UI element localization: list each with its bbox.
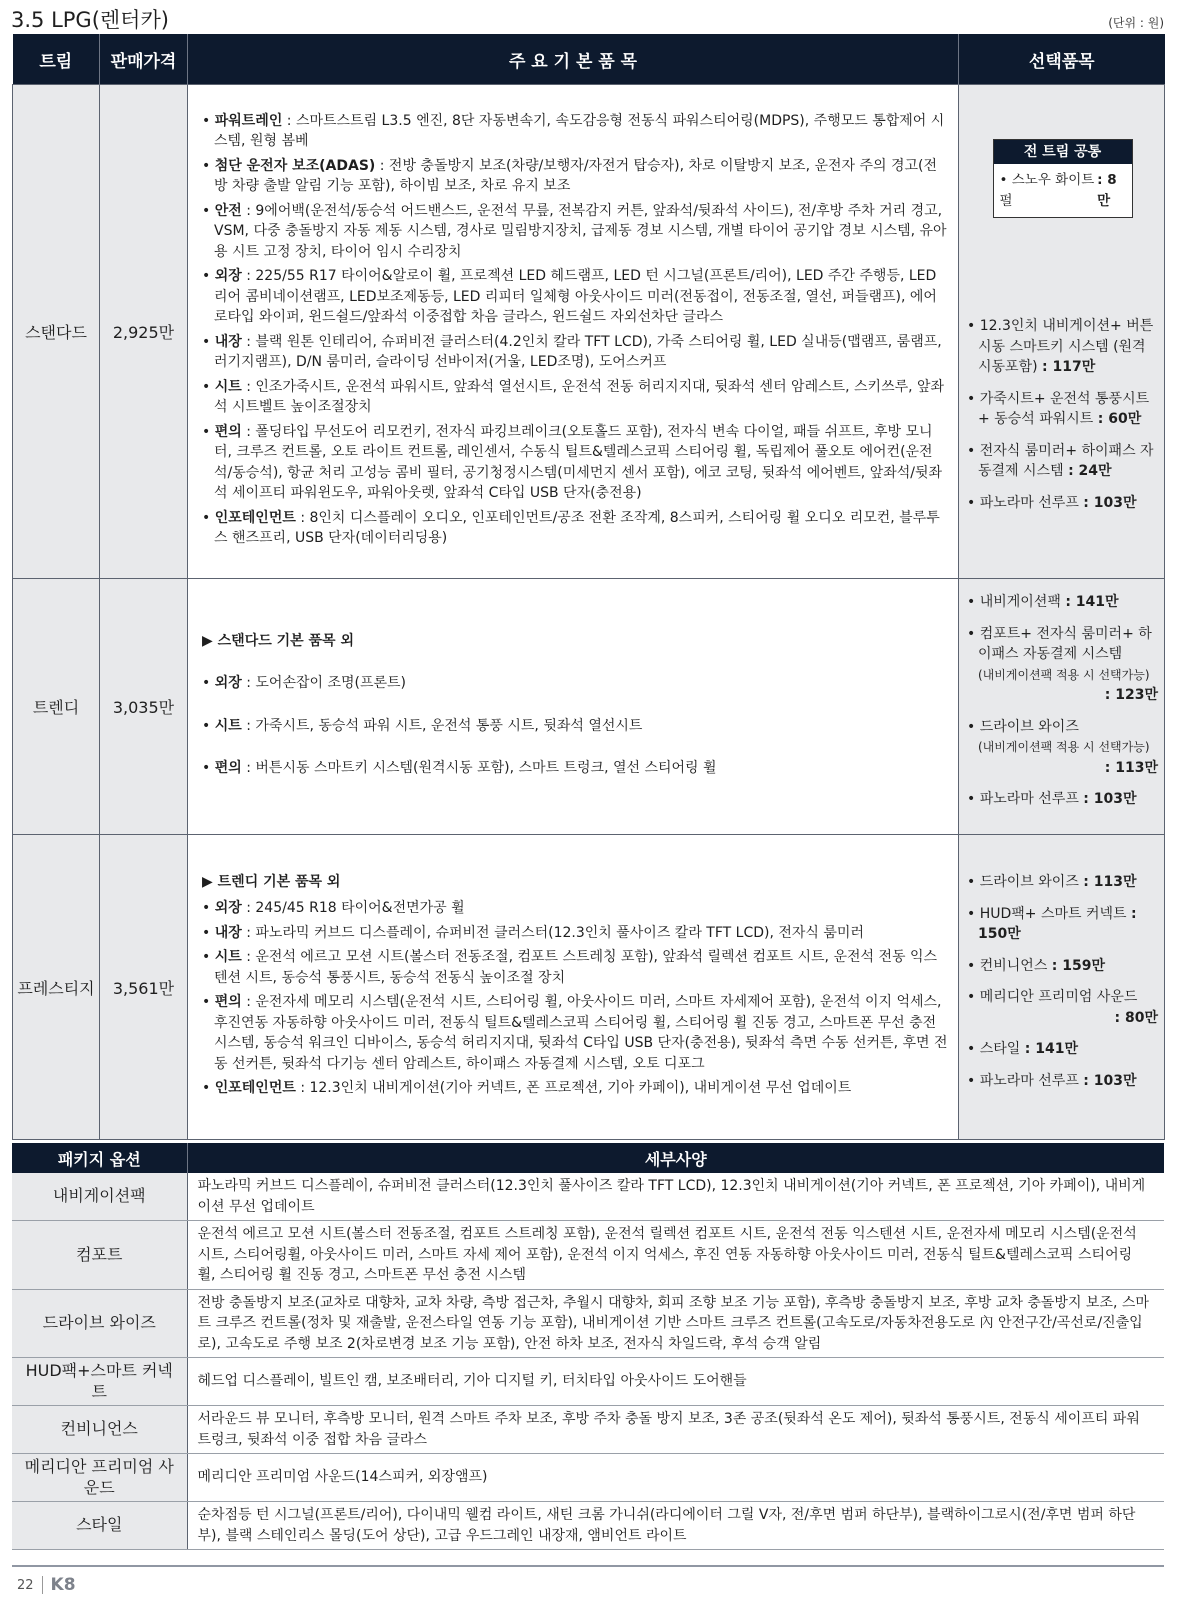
option-item: • 전자식 룸미러+ 하이패스 자동결제 시스템 : 24만 [967, 442, 1154, 479]
feature-key: 외장 [214, 675, 242, 691]
trim-price: 3,561만 [100, 835, 188, 1140]
package-table [12, 1143, 1164, 1550]
feature-key: 시트 [214, 949, 242, 965]
trim-row-trendy [13, 579, 1165, 835]
header-package-detail: 세부사양 [187, 1143, 1164, 1173]
feature-value: : 운전자세 메모리 시스템(운전석 시트, 스티어링 휠, 아웃사이드 미러, 스마트 자세제어 포함), 운전석 이지 억세스, 후진연동 자동하향 아웃사이드 미러, 전동식 틸트&텔레스코픽 스티어링 휠, 스티어링 휠 진동 경고, 스마트폰 무선 충전 시스템, 동승석 워크인 디바이스, 동승석 허리지지대, 뒷좌석 C타입 USB 단자(충전용), 뒷좌석 측면 수동 선커튼, 후면 전동 선커튼, 뒷좌석 다기능 센터 암레스트, 하이패스 자동결제 시스템, 오토 디포그 [214, 994, 948, 1072]
option-item: • 파노라마 선루프 : 103만 [967, 1072, 1137, 1089]
page-footer [17, 1575, 76, 1595]
option-item: • 컨비니언스 : 159만 [967, 957, 1106, 974]
package-detail: 운전석 에르고 모션 시트(볼스터 전동조절, 컴포트 스트레칭 포함), 운전석 릴렉션 컴포트 시트, 운전석 전동 익스텐션 시트, 운전자세 메모리 시스템(운전석 시트, 스티어링휠, 아웃사이드 미러, 스마트 자세 제어 포함), 운전석 이지 억세스, 후진 연동 자동하향 아웃사이드 미러, 전동식 틸트&텔레스코픽 스티어링 휠, 스티어링 휠 진동 경고, 스마트폰 무선 충전 시스템 [187, 1221, 1164, 1290]
option-name: 드라이브 와이즈 [979, 718, 1079, 735]
package-name: 메리디안 프리미엄 사운드 [12, 1454, 187, 1502]
feature-key: 외장 [214, 900, 242, 916]
feature-key: 내장 [214, 333, 242, 350]
header-trim: 트림 [13, 34, 100, 85]
package-detail: 전방 충돌방지 보조(교차로 대향차, 교차 차량, 측방 접근차, 추월시 대향차, 회피 조향 보조 기능 포함), 후측방 충돌방지 보조, 후방 교차 충돌방지 보조, 스마트 크루즈 컨트롤(정차 및 재출발, 운전스타일 연동 기능 포함), 내비게이션 기반 스마트 크루즈 컨트롤(고속도로/자동차전용도로 內 안전구간/곡선로/진출입로), 고속도로 주행 보조 2(차로변경 보조 기능 포함), 안전 하차 보조, 전자식 차일드락, 후석 승객 알림 [187, 1289, 1164, 1358]
section-header: ▶ 스탠다드 기본 품목 외 [202, 632, 354, 649]
feature-item: • 시트 : 인조가죽시트, 운전석 파워시트, 앞좌석 열선시트, 운전석 전동 허리지지대, 뒷좌석 센터 암레스트, 스키쓰루, 앞좌석 시트벨트 높이조절장치 [202, 378, 945, 415]
option-name: 드라이브 와이즈 [979, 874, 1079, 890]
feature-value: : 도어손잡이 조명(프론트) [241, 675, 407, 691]
trim-price: 3,035만 [100, 579, 188, 835]
trim-options [959, 579, 1165, 835]
package-name: 컨비니언스 [12, 1406, 187, 1454]
feature-value: : 인조가죽시트, 운전석 파워시트, 앞좌석 열선시트, 운전석 전동 허리지지대, 뒷좌석 센터 암레스트, 스키쓰루, 앞좌석 시트벨트 높이조절장치 [214, 378, 945, 415]
trim-row-standard [13, 85, 1165, 579]
option-price: : 123만 [1104, 687, 1158, 704]
package-detail: 순차점등 턴 시그널(프론트/리어), 다이내믹 웰컴 라이트, 새틴 크롬 가니쉬(라디에이터 그릴 V자, 전/후면 범퍼 하단부), 블랙하이그로시(전/후면 범퍼 하단부), 블랙 스테인리스 몰딩(도어 상단), 고급 우드그레인 내장재, 앰비언트 라이트 [187, 1502, 1164, 1550]
feature-item: • 인포테인먼트 : 12.3인치 내비게이션(기아 커넥트, 폰 프로젝션, 기아 카페이), 내비게이션 무선 업데이트 [202, 1080, 852, 1096]
option-price: : 150만 [978, 905, 1137, 942]
option-price: : 80만 [1114, 1009, 1158, 1026]
common-option-name: • 스노우 화이트 펄 [999, 172, 1095, 209]
feature-value: : 블랙 원톤 인테리어, 슈퍼비전 클러스터(4.2인치 칼라 TFT LCD), 가죽 스티어링 휠, LED 실내등(맵램프, 룸램프, 러기지램프), D/N 룸미러, 슬라이딩 선바이저(거울, LED조명), 도어스커프 [214, 333, 942, 370]
feature-item: • 내장 : 블랙 원톤 인테리어, 슈퍼비전 클러스터(4.2인치 칼라 TFT LCD), 가죽 스티어링 휠, LED 실내등(맵램프, 룸램프, 러기지램프), D/N 룸미러, 슬라이딩 선바이저(거울, LED조명), 도어스커프 [202, 333, 942, 370]
option-name: 파노라마 선루프 [979, 791, 1079, 808]
option-name: 12.3인치 내비게이션+ 버튼시동 스마트키 시스템 (원격시동포함) [978, 318, 1154, 375]
feature-item: • 첨단 운전자 보조(ADAS) : 전방 충돌방지 보조(차량/보행자/자전거 탑승자), 차로 이탈방지 보조, 운전자 주의 경고(전방 차량 출발 알림 기능 포함), 하이빔 보조, 차로 유지 보조 [202, 157, 938, 194]
package-name: HUD팩+스마트 커넥트 [12, 1358, 187, 1406]
feature-item: • 편의 : 폴딩타입 무선도어 리모컨키, 전자식 파킹브레이크(오토홀드 포함), 전자식 변속 다이얼, 패들 쉬프트, 후방 모니터, 크루즈 컨트롤, 오토 라이트 컨트롤, 레인센서, 수동식 틸트&텔레스코픽 스티어링 휠, 독립제어 풀오토 에어컨(운전석/동승석), 항균 처리 고성능 콤비 필터, 공기청정시스템(미세먼지 센서 포함), 에코 코팅, 뒷좌석 에어벤트, 앞좌석/뒷좌석 세이프티 파워윈도우, 파워아웃렛, 앞좌석 C타입 USB 단자(충전용) [202, 423, 943, 501]
option-name: HUD팩+ 스마트 커넥트 [979, 905, 1127, 922]
package-detail: 헤드업 디스플레이, 빌트인 캠, 보조배터리, 기아 디지털 키, 터치타입 아웃사이드 도어핸들 [187, 1358, 1164, 1406]
option-item: • 메리디안 프리미엄 사운드 : 80만 [967, 987, 1158, 1028]
feature-item: • 시트 : 가죽시트, 동승석 파워 시트, 운전석 통풍 시트, 뒷좌석 열선시트 [202, 717, 643, 734]
feature-item: • 내장 : 파노라믹 커브드 디스플레이, 슈퍼비전 클러스터(12.3인치 풀사이즈 칼라 TFT LCD), 전자식 룸미러 [202, 924, 864, 941]
feature-key: 내장 [214, 924, 242, 941]
feature-key: 편의 [214, 994, 242, 1010]
package-row [12, 1221, 1164, 1290]
feature-value: : 운전석 에르고 모션 시트(볼스터 전동조절, 컴포트 스트레칭 포함), 앞좌석 릴렉션 컴포트 시트, 운전석 전동 익스텐션 시트, 동승석 통풍시트, 동승석 전동식 높이조절 장치 [214, 949, 938, 986]
option-price: : 60만 [1097, 411, 1142, 427]
feature-item: • 편의 : 운전자세 메모리 시스템(운전석 시트, 스티어링 휠, 아웃사이드 미러, 스마트 자세제어 포함), 운전석 이지 억세스, 후진연동 자동하향 아웃사이드 미러, 전동식 틸트&텔레스코픽 스티어링 휠, 스티어링 휠 진동 경고, 스마트폰 무선 충전 시스템, 동승석 워크인 디바이스, 동승석 허리지지대, 뒷좌석 C타입 USB 단자(충전용), 뒷좌석 측면 수동 선커튼, 후면 전동 선커튼, 뒷좌석 다기능 센터 암레스트, 하이패스 자동결제 시스템, 오토 디포그 [202, 994, 948, 1072]
option-price: : 103만 [1083, 494, 1137, 511]
option-name: 메리디안 프리미엄 사운드 [979, 989, 1138, 1005]
trim-basic-items [188, 835, 959, 1140]
option-item: • 파노라마 선루프 : 103만 [967, 494, 1137, 511]
common-option-price: : 8만 [1097, 172, 1117, 209]
package-table-header [12, 1143, 1164, 1173]
feature-value: : 225/55 R17 타이어&알로이 휠, 프로젝션 LED 헤드램프, LED 턴 시그널(프론트/리어), LED 주간 주행등, LED 리어 콤비네이션램프, LED보조제동등, LED 리피터 일체형 아웃사이드 미러(전동접이, 전동조절, 열선, 퍼들램프), 에어로타입 와이퍼, 윈드쉴드/앞좌석 이중접합 차음 글라스, 윈드쉴드 자외선차단 글라스 [214, 268, 937, 325]
feature-item: • 외장 : 245/45 R18 타이어&전면가공 휠 [202, 900, 465, 916]
feature-key: 첨단 운전자 보조(ADAS) [214, 157, 376, 174]
page-title: 3.5 LPG(렌터카) [11, 8, 169, 32]
option-item: • 드라이브 와이즈 : 113만 [967, 874, 1137, 890]
footer-separator [42, 1576, 43, 1594]
common-option-title: 전 트림 공통 [994, 140, 1132, 164]
trim-table-header [13, 34, 1165, 85]
option-name: 전자식 룸미러+ 하이패스 자동결제 시스템 [978, 442, 1154, 479]
feature-value: : 버튼시동 스마트키 시스템(원격시동 포함), 스마트 트렁크, 열선 스티어링 휠 [241, 760, 717, 776]
option-note: (내비게이션팩 적용 시 선택가능) [978, 740, 1150, 755]
feature-item: • 인포테인먼트 : 8인치 디스플레이 오디오, 인포테인먼트/공조 전환 조작계, 8스피커, 스티어링 휠 오디오 리모컨, 블루투스 핸즈프리, USB 단자(데이터리딩용) [202, 509, 940, 546]
feature-value: : 스마트스트림 L3.5 엔진, 8단 자동변속기, 속도감응형 전동식 파워스티어링(MDPS), 주행모드 통합제어 시스템, 원형 봄베 [214, 112, 945, 149]
trim-name: 스탠다드 [13, 85, 100, 579]
option-name: 스타일 [979, 1041, 1021, 1057]
option-note: (내비게이션팩 적용 시 선택가능) [978, 667, 1150, 682]
feature-value: : 12.3인치 내비게이션(기아 커넥트, 폰 프로젝션, 기아 카페이), 내비게이션 무선 업데이트 [295, 1080, 852, 1096]
option-name: 컴포트+ 전자식 룸미러+ 하이패스 자동결제 시스템 [978, 625, 1152, 663]
option-name: 파노라마 선루프 [979, 1072, 1079, 1089]
header-basic-items: 주 요 기 본 품 목 [188, 34, 959, 85]
option-item: • 가죽시트+ 운전석 통풍시트+ 동승석 파워시트 : 60만 [967, 390, 1150, 427]
feature-value: : 가죽시트, 동승석 파워 시트, 운전석 통풍 시트, 뒷좌석 열선시트 [241, 717, 643, 734]
option-item: • 스타일 : 141만 [967, 1041, 1078, 1057]
package-name: 스타일 [12, 1502, 187, 1550]
feature-value: : 전방 충돌방지 보조(차량/보행자/자전거 탑승자), 차로 이탈방지 보조, 운전자 주의 경고(전방 차량 출발 알림 기능 포함), 하이빔 보조, 차로 유지 보조 [214, 157, 938, 194]
feature-item: • 안전 : 9에어백(운전석/동승석 어드밴스드, 운전석 무릎, 전복감지 커튼, 앞좌석/뒷좌석 사이드), 전/후방 주차 거리 경고, VSM, 다중 충돌방지 자동 제동 시스템, 경사로 밀림방지장치, 급제동 경보 시스템, 개별 타이어 공기압 경보 시스템, 유아용 시트 고정 장치, 타이어 임시 수리장치 [202, 202, 947, 260]
trim-table [12, 34, 1165, 1140]
feature-key: 시트 [214, 378, 242, 395]
feature-value: : 폴딩타입 무선도어 리모컨키, 전자식 파킹브레이크(오토홀드 포함), 전자식 변속 다이얼, 패들 쉬프트, 후방 모니터, 크루즈 컨트롤, 오토 라이트 컨트롤, 레인센서, 수동식 틸트&텔레스코픽 스티어링 휠, 독립제어 풀오토 에어컨(운전석/동승석), 항균 처리 고성능 콤비 필터, 공기청정시스템(미세먼지 센서 포함), 에코 코팅, 뒷좌석 에어벤트, 앞좌석/뒷좌석 세이프티 파워윈도우, 파워아웃렛, 앞좌석 C타입 USB 단자(충전용) [214, 423, 943, 501]
option-price: : 103만 [1083, 1072, 1137, 1089]
trim-options [959, 835, 1165, 1140]
feature-key: 편의 [214, 760, 242, 776]
package-row [12, 1173, 1164, 1221]
option-price: : 141만 [1024, 1041, 1078, 1057]
option-price: : 103만 [1083, 791, 1137, 808]
option-price: : 117만 [1042, 359, 1096, 375]
package-detail: 파노라믹 커브드 디스플레이, 슈퍼비전 클러스터(12.3인치 풀사이즈 칼라 TFT LCD), 12.3인치 내비게이션(기아 커넥트, 폰 프로젝션, 기아 카페이), 내비게이션 무선 업데이트 [187, 1173, 1164, 1221]
package-row [12, 1406, 1164, 1454]
feature-item: • 파워트레인 : 스마트스트림 L3.5 엔진, 8단 자동변속기, 속도감응형 전동식 파워스티어링(MDPS), 주행모드 통합제어 시스템, 원형 봄베 [202, 112, 945, 149]
option-item: • 드라이브 와이즈 (내비게이션팩 적용 시 선택가능) : 113만 [967, 717, 1158, 779]
option-price: : 24만 [1068, 463, 1112, 479]
header-options: 선택품목 [959, 34, 1165, 85]
feature-value: : 8인치 디스플레이 오디오, 인포테인먼트/공조 전환 조작계, 8스피커, 스티어링 휠 오디오 리모컨, 블루투스 핸즈프리, USB 단자(데이터리딩용) [214, 509, 940, 546]
common-option-box [993, 139, 1133, 218]
package-detail: 서라운드 뷰 모니터, 후측방 모니터, 원격 스마트 주차 보조, 후방 주차 충돌 방지 보조, 3존 공조(뒷좌석 온도 제어), 뒷좌석 통풍시트, 전동식 세이프티 파워 트렁크, 뒷좌석 이중 접합 차음 글라스 [187, 1406, 1164, 1454]
header-price: 판매가격 [100, 34, 188, 85]
option-name: 파노라마 선루프 [979, 494, 1079, 511]
option-name: 컨비니언스 [979, 957, 1048, 974]
feature-item: • 편의 : 버튼시동 스마트키 시스템(원격시동 포함), 스마트 트렁크, 열선 스티어링 휠 [202, 760, 717, 776]
option-item: • 파노라마 선루프 : 103만 [967, 791, 1137, 808]
option-price: : 113만 [1104, 759, 1158, 776]
package-row [12, 1358, 1164, 1406]
package-name: 내비게이션팩 [12, 1173, 187, 1221]
package-detail: 메리디안 프리미엄 사운드(14스피커, 외장앰프) [187, 1454, 1164, 1502]
feature-key: 파워트레인 [214, 112, 283, 129]
section-header: ▶ 트렌디 기본 품목 외 [202, 873, 341, 890]
trim-row-prestige [13, 835, 1165, 1140]
package-name: 컴포트 [12, 1221, 187, 1290]
feature-key: 인포테인먼트 [214, 1080, 296, 1096]
page-number: 22 [17, 1577, 34, 1593]
package-row [12, 1289, 1164, 1358]
trim-name: 프레스티지 [13, 835, 100, 1140]
feature-key: 인포테인먼트 [214, 509, 296, 526]
option-item: • HUD팩+ 스마트 커넥트 : 150만 [967, 905, 1137, 942]
option-item: • 내비게이션팩 : 141만 [967, 594, 1119, 611]
brand-name: K8 [50, 1575, 76, 1595]
trim-name: 트렌디 [13, 579, 100, 835]
option-price: : 159만 [1051, 957, 1106, 974]
package-row [12, 1502, 1164, 1550]
header-package-name: 패키지 옵션 [12, 1143, 187, 1173]
option-item: • 12.3인치 내비게이션+ 버튼시동 스마트키 시스템 (원격시동포함) : 117만 [967, 318, 1154, 375]
option-name: 내비게이션팩 [979, 594, 1061, 611]
feature-key: 외장 [214, 268, 242, 284]
option-price: : 113만 [1083, 874, 1137, 890]
feature-item: • 외장 : 도어손잡이 조명(프론트) [202, 675, 407, 691]
unit-note: (단위 : 원) [1108, 16, 1164, 30]
option-item: • 컴포트+ 전자식 룸미러+ 하이패스 자동결제 시스템 (내비게이션팩 적용 시 선택가능) : 123만 [967, 624, 1158, 706]
trim-options [959, 85, 1165, 579]
trim-basic-items [188, 579, 959, 835]
feature-key: 편의 [214, 423, 242, 440]
trim-price: 2,925만 [100, 85, 188, 579]
package-name: 드라이브 와이즈 [12, 1289, 187, 1358]
feature-value: : 245/45 R18 타이어&전면가공 휠 [241, 900, 465, 916]
common-option-row [994, 164, 1132, 217]
feature-item: • 시트 : 운전석 에르고 모션 시트(볼스터 전동조절, 컴포트 스트레칭 포함), 앞좌석 릴렉션 컴포트 시트, 운전석 전동 익스텐션 시트, 동승석 통풍시트, 동승석 전동식 높이조절 장치 [202, 949, 938, 986]
option-price: : 141만 [1065, 594, 1119, 611]
feature-value: : 9에어백(운전석/동승석 어드밴스드, 운전석 무릎, 전복감지 커튼, 앞좌석/뒷좌석 사이드), 전/후방 주차 거리 경고, VSM, 다중 충돌방지 자동 제동 시스템, 경사로 밀림방지장치, 급제동 경보 시스템, 개별 타이어 공기압 경보 시스템, 유아용 시트 고정 장치, 타이어 임시 수리장치 [214, 202, 947, 260]
footer-divider [12, 1565, 1164, 1567]
trim-basic-items [188, 85, 959, 579]
feature-key: 시트 [214, 717, 242, 734]
option-name: 가죽시트+ 운전석 통풍시트+ 동승석 파워시트 [978, 390, 1150, 427]
feature-value: : 파노라믹 커브드 디스플레이, 슈퍼비전 클러스터(12.3인치 풀사이즈 칼라 TFT LCD), 전자식 룸미러 [241, 924, 864, 941]
feature-item: • 외장 : 225/55 R17 타이어&알로이 휠, 프로젝션 LED 헤드램프, LED 턴 시그널(프론트/리어), LED 주간 주행등, LED 리어 콤비네이션램프, LED보조제동등, LED 리피터 일체형 아웃사이드 미러(전동접이, 전동조절, 열선, 퍼들램프), 에어로타입 와이퍼, 윈드쉴드/앞좌석 이중접합 차음 글라스, 윈드쉴드 자외선차단 글라스 [202, 268, 937, 325]
package-row [12, 1454, 1164, 1502]
feature-key: 안전 [214, 202, 242, 219]
